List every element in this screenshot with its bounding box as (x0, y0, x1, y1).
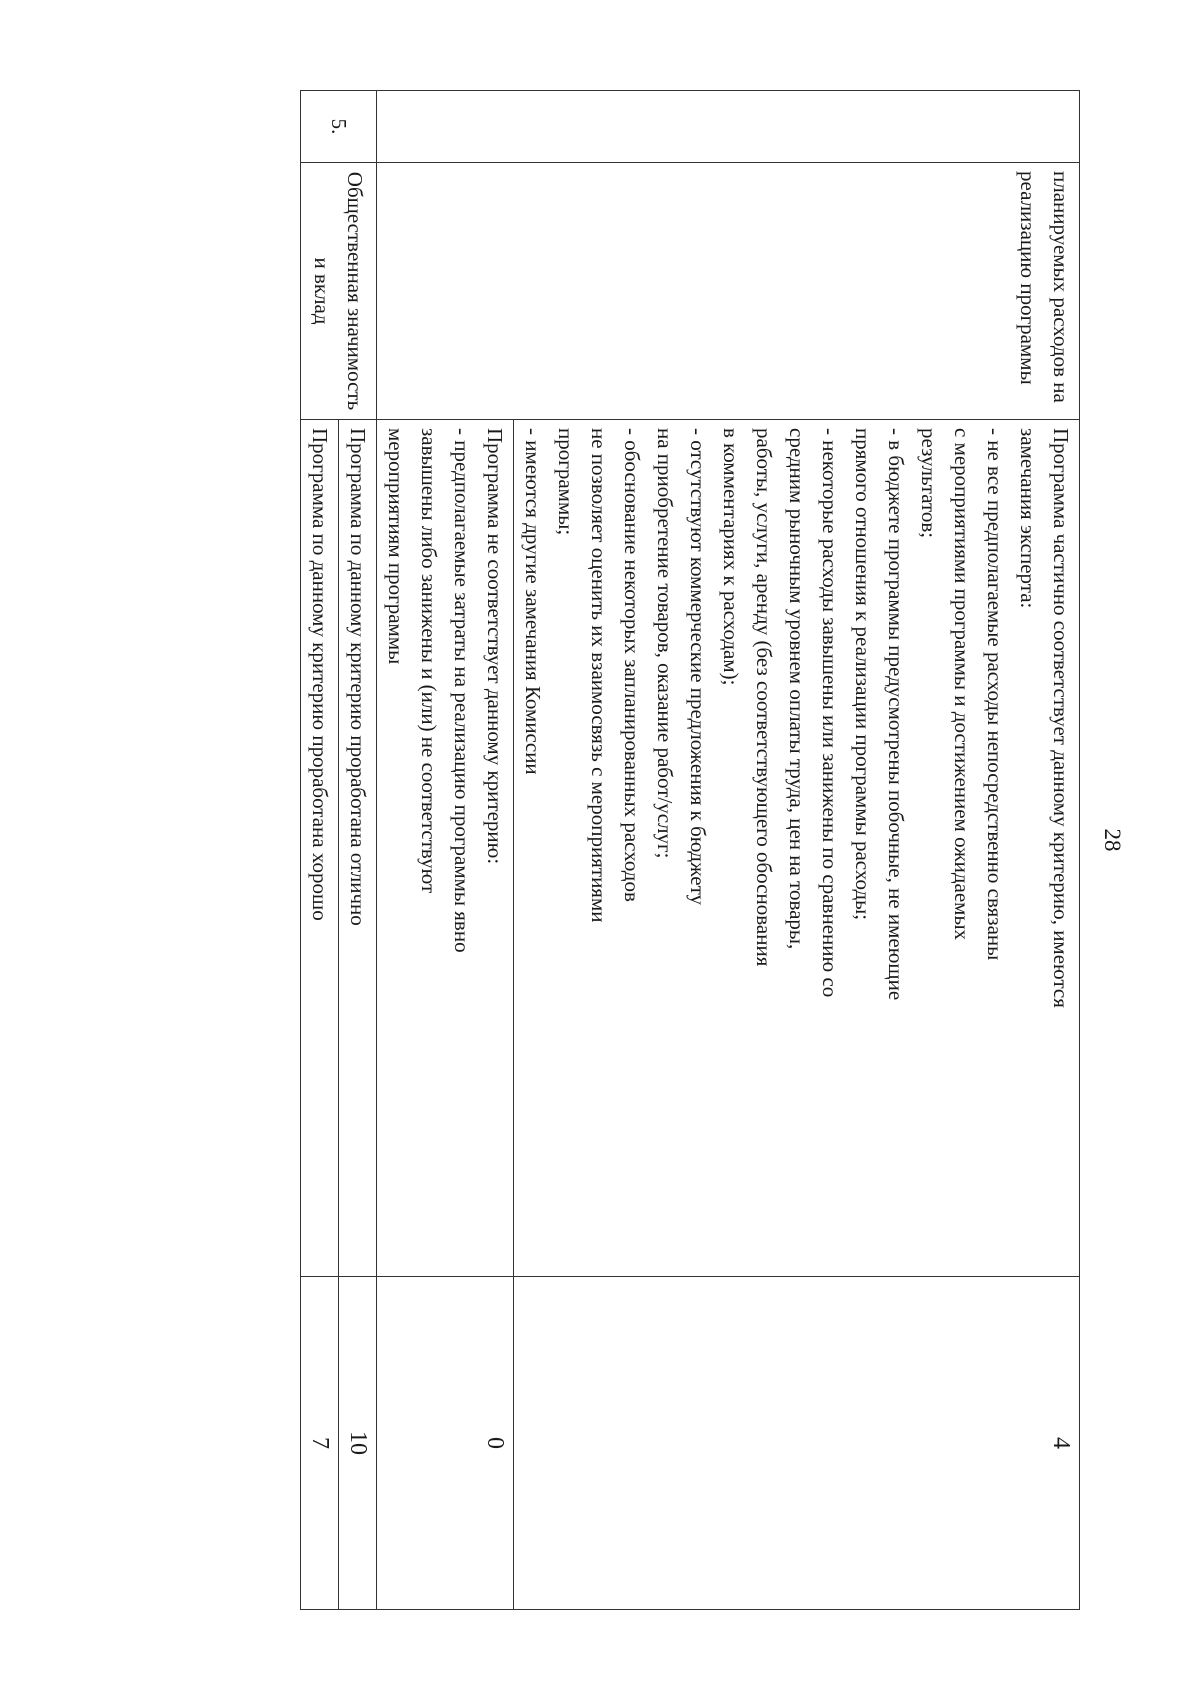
description-line: работы, услуги, аренду (без соответствующего обоснования (752, 428, 776, 967)
description-line: мероприятиям программы (384, 428, 408, 665)
rotated-document-page (70, 90, 1150, 1660)
score-cell: 4 (514, 1277, 1080, 1610)
description-line: - предполагаемые затраты на реализацию программы явно (450, 428, 474, 953)
description-cell (301, 420, 339, 1277)
description-line: на приобретение товаров, оказание работ/услуг; (653, 428, 677, 859)
description-line: - имеются другие замечания Комиссии (521, 428, 545, 775)
description-line: замечания эксперта: (1016, 428, 1040, 609)
score-cell: 0 (377, 1277, 514, 1610)
description-line: - обоснование некоторых запланированных расходов (620, 428, 644, 902)
table-row (514, 91, 1080, 1610)
description-line: завышены либо занижены и (или) не соответствуют (417, 428, 441, 894)
criterion-name-cell: планируемых расходов на реализацию программы (377, 163, 1080, 420)
description-line: с мероприятиями программы и достижением ожидаемых (950, 428, 974, 941)
description-line: прямого отношения к реализации программы расходы; (851, 428, 875, 921)
description-line: Программа не соответствует данному критерию: (483, 428, 507, 865)
description-cell (377, 420, 514, 1277)
description-line: Программа по данному критерию проработана отлично (346, 428, 370, 926)
table-row (339, 91, 377, 1610)
page-number: 28 (1100, 828, 1125, 852)
description-line: - некоторые расходы завышены или занижены по сравнению со (818, 428, 842, 998)
description-line: - отсутствуют коммерческие предложения к бюджету (686, 428, 710, 906)
description-line: результатов; (917, 428, 941, 539)
row-number-cell (377, 91, 1080, 163)
description-line: - не все предполагаемые расходы непосредственно связаны (983, 428, 1007, 961)
score-cell: 7 (301, 1277, 339, 1610)
criterion-name-cell: Общественная значимость и вклад (301, 163, 377, 420)
description-cell (339, 420, 377, 1277)
criteria-table (300, 90, 1080, 1610)
description-line: средним рыночным уровнем оплаты труда, цен на товары, (785, 428, 809, 950)
score-cell: 10 (339, 1277, 377, 1610)
row-number-cell: 5. (301, 91, 377, 163)
description-line: не позволяет оценить их взаимосвязь с мероприятиями (587, 428, 611, 923)
description-line: программы; (554, 428, 578, 536)
description-line: Программа частично соответствует данному критерию, имеются (1049, 428, 1073, 1008)
description-cell (514, 420, 1080, 1277)
description-line: в комментариях к расходам); (719, 428, 743, 686)
description-line: - в бюджете программы предусмотрены побочные, не имеющие (884, 428, 908, 1001)
description-line: Программа по данному критерию проработана хорошо (308, 428, 332, 921)
